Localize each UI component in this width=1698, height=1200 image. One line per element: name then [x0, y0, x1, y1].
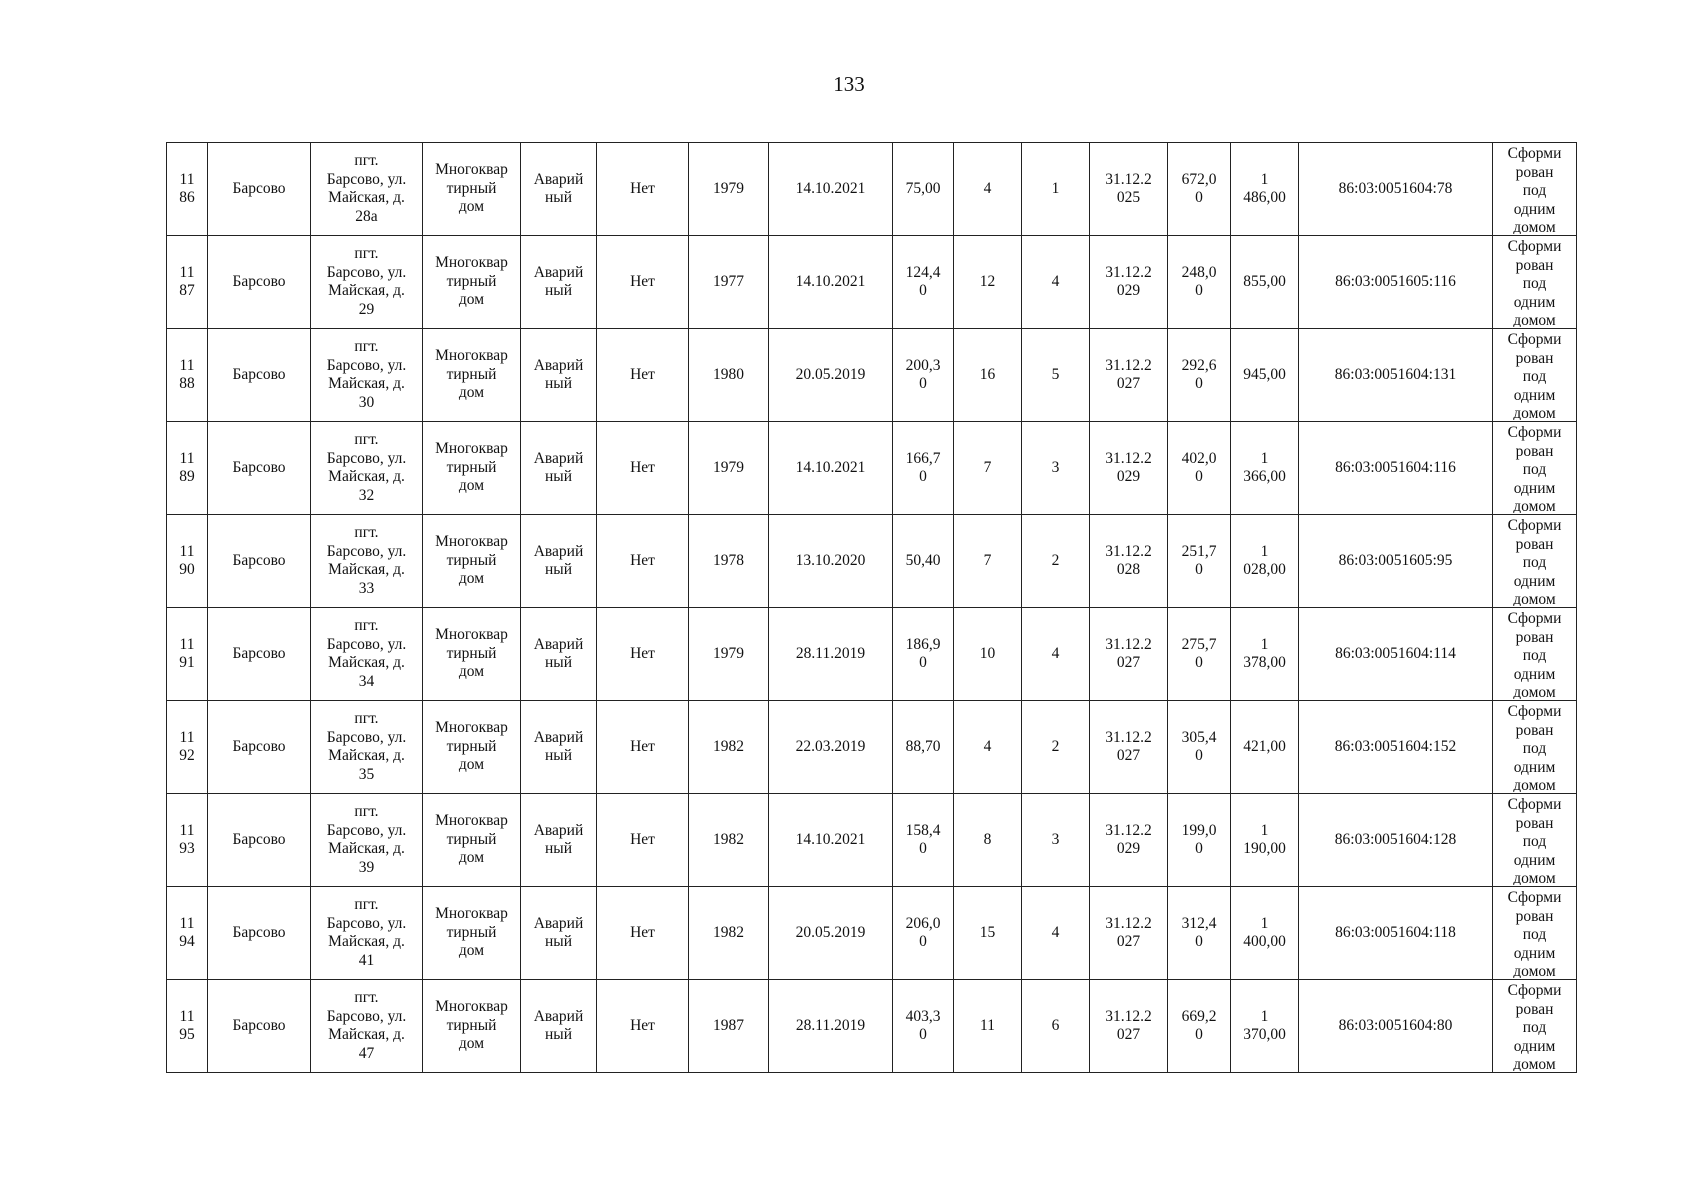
page-number: 133 [833, 72, 865, 96]
condition-status-cell: Аварий ный [521, 515, 597, 608]
land-area-cell: 669,2 0 [1168, 980, 1231, 1073]
plot-formation-text: Сформи рован под одним домом [1507, 796, 1562, 885]
build-year-cell: 1982 [689, 701, 769, 794]
plot-formation-text: Сформи рован под одним домом [1507, 424, 1562, 513]
residents-count-cell: 10 [954, 608, 1022, 701]
plot-area-cell: 1 028,00 [1231, 515, 1299, 608]
plot-formation-text: Сформи рован под одним домом [1507, 610, 1562, 699]
plot-formation-cell [1493, 887, 1577, 980]
resettlement-deadline-cell: 31.12.2 029 [1090, 794, 1168, 887]
condition-status-cell: Аварий ный [521, 794, 597, 887]
recognition-date-cell: 20.05.2019 [769, 329, 893, 422]
flag-cell: Нет [597, 794, 689, 887]
plot-formation-cell [1493, 794, 1577, 887]
settlement-cell: Барсово [208, 236, 311, 329]
apartments-count-cell: 4 [1022, 887, 1090, 980]
table-row [167, 608, 1577, 701]
area-cell: 124,4 0 [893, 236, 954, 329]
row-number-cell: 11 87 [167, 236, 208, 329]
address-cell: пгт. Барсово, ул. Майская, д. 47 [311, 980, 423, 1073]
address-cell: пгт. Барсово, ул. Майская, д. 29 [311, 236, 423, 329]
area-cell: 403,3 0 [893, 980, 954, 1073]
apartments-count-cell: 6 [1022, 980, 1090, 1073]
cadastral-number-cell: 86:03:0051604:118 [1299, 887, 1493, 980]
row-number-cell: 11 95 [167, 980, 208, 1073]
address-cell: пгт. Барсово, ул. Майская, д. 35 [311, 701, 423, 794]
condition-status-cell: Аварий ный [521, 608, 597, 701]
plot-area-cell: 1 190,00 [1231, 794, 1299, 887]
flag-cell: Нет [597, 329, 689, 422]
resettlement-deadline-cell: 31.12.2 029 [1090, 422, 1168, 515]
cadastral-number-cell: 86:03:0051604:78 [1299, 143, 1493, 236]
building-type-cell: Многоквар тирный дом [423, 701, 521, 794]
build-year-cell: 1979 [689, 608, 769, 701]
flag-cell: Нет [597, 980, 689, 1073]
residents-count-cell: 7 [954, 422, 1022, 515]
cadastral-number-cell: 86:03:0051604:128 [1299, 794, 1493, 887]
settlement-cell: Барсово [208, 515, 311, 608]
table-row [167, 143, 1577, 236]
housing-register-table [166, 142, 1577, 1073]
condition-status-cell: Аварий ный [521, 701, 597, 794]
land-area-cell: 672,0 0 [1168, 143, 1231, 236]
address-cell: пгт. Барсово, ул. Майская, д. 41 [311, 887, 423, 980]
table-row [167, 515, 1577, 608]
settlement-cell: Барсово [208, 887, 311, 980]
area-cell: 88,70 [893, 701, 954, 794]
plot-area-cell: 945,00 [1231, 329, 1299, 422]
area-cell: 200,3 0 [893, 329, 954, 422]
resettlement-deadline-cell: 31.12.2 027 [1090, 608, 1168, 701]
condition-status-cell: Аварий ный [521, 887, 597, 980]
table-row [167, 236, 1577, 329]
area-cell: 50,40 [893, 515, 954, 608]
resettlement-deadline-cell: 31.12.2 028 [1090, 515, 1168, 608]
residents-count-cell: 11 [954, 980, 1022, 1073]
residents-count-cell: 12 [954, 236, 1022, 329]
plot-formation-cell [1493, 422, 1577, 515]
cadastral-number-cell: 86:03:0051604:114 [1299, 608, 1493, 701]
building-type-cell: Многоквар тирный дом [423, 329, 521, 422]
condition-status-cell: Аварий ный [521, 980, 597, 1073]
settlement-cell: Барсово [208, 329, 311, 422]
flag-cell: Нет [597, 887, 689, 980]
plot-formation-text: Сформи рован под одним домом [1507, 703, 1562, 792]
row-number-cell: 11 88 [167, 329, 208, 422]
table-row [167, 701, 1577, 794]
resettlement-deadline-cell: 31.12.2 025 [1090, 143, 1168, 236]
plot-formation-text: Сформи рован под одним домом [1507, 982, 1562, 1071]
cadastral-number-cell: 86:03:0051604:152 [1299, 701, 1493, 794]
build-year-cell: 1979 [689, 143, 769, 236]
apartments-count-cell: 5 [1022, 329, 1090, 422]
settlement-cell: Барсово [208, 980, 311, 1073]
plot-area-cell: 1 370,00 [1231, 980, 1299, 1073]
apartments-count-cell: 2 [1022, 701, 1090, 794]
build-year-cell: 1987 [689, 980, 769, 1073]
plot-area-cell: 1 400,00 [1231, 887, 1299, 980]
cadastral-number-cell: 86:03:0051604:80 [1299, 980, 1493, 1073]
building-type-cell: Многоквар тирный дом [423, 887, 521, 980]
residents-count-cell: 7 [954, 515, 1022, 608]
flag-cell: Нет [597, 701, 689, 794]
settlement-cell: Барсово [208, 608, 311, 701]
build-year-cell: 1980 [689, 329, 769, 422]
recognition-date-cell: 14.10.2021 [769, 422, 893, 515]
plot-formation-cell [1493, 515, 1577, 608]
row-number-cell: 11 90 [167, 515, 208, 608]
recognition-date-cell: 20.05.2019 [769, 887, 893, 980]
resettlement-deadline-cell: 31.12.2 027 [1090, 701, 1168, 794]
address-cell: пгт. Барсово, ул. Майская, д. 30 [311, 329, 423, 422]
area-cell: 186,9 0 [893, 608, 954, 701]
plot-formation-text: Сформи рован под одним домом [1507, 331, 1562, 420]
build-year-cell: 1978 [689, 515, 769, 608]
land-area-cell: 312,4 0 [1168, 887, 1231, 980]
plot-formation-cell [1493, 980, 1577, 1073]
build-year-cell: 1982 [689, 794, 769, 887]
recognition-date-cell: 14.10.2021 [769, 143, 893, 236]
residents-count-cell: 8 [954, 794, 1022, 887]
plot-area-cell: 421,00 [1231, 701, 1299, 794]
recognition-date-cell: 28.11.2019 [769, 608, 893, 701]
building-type-cell: Многоквар тирный дом [423, 515, 521, 608]
plot-formation-cell [1493, 236, 1577, 329]
address-cell: пгт. Барсово, ул. Майская, д. 32 [311, 422, 423, 515]
row-number-cell: 11 92 [167, 701, 208, 794]
plot-formation-text: Сформи рован под одним домом [1507, 889, 1562, 978]
apartments-count-cell: 3 [1022, 794, 1090, 887]
flag-cell: Нет [597, 236, 689, 329]
plot-area-cell: 1 366,00 [1231, 422, 1299, 515]
plot-formation-cell [1493, 329, 1577, 422]
row-number-cell: 11 94 [167, 887, 208, 980]
flag-cell: Нет [597, 422, 689, 515]
plot-formation-text: Сформи рован под одним домом [1507, 145, 1562, 234]
table-row [167, 422, 1577, 515]
resettlement-deadline-cell: 31.12.2 027 [1090, 887, 1168, 980]
building-type-cell: Многоквар тирный дом [423, 236, 521, 329]
apartments-count-cell: 4 [1022, 608, 1090, 701]
building-type-cell: Многоквар тирный дом [423, 980, 521, 1073]
row-number-cell: 11 86 [167, 143, 208, 236]
table-row [167, 887, 1577, 980]
build-year-cell: 1982 [689, 887, 769, 980]
flag-cell: Нет [597, 515, 689, 608]
building-type-cell: Многоквар тирный дом [423, 794, 521, 887]
land-area-cell: 275,7 0 [1168, 608, 1231, 701]
row-number-cell: 11 91 [167, 608, 208, 701]
table-row [167, 794, 1577, 887]
area-cell: 206,0 0 [893, 887, 954, 980]
residents-count-cell: 4 [954, 701, 1022, 794]
address-cell: пгт. Барсово, ул. Майская, д. 34 [311, 608, 423, 701]
building-type-cell: Многоквар тирный дом [423, 422, 521, 515]
register-body [167, 143, 1577, 1073]
address-cell: пгт. Барсово, ул. Майская, д. 28а [311, 143, 423, 236]
settlement-cell: Барсово [208, 143, 311, 236]
area-cell: 158,4 0 [893, 794, 954, 887]
condition-status-cell: Аварий ный [521, 143, 597, 236]
plot-area-cell: 1 486,00 [1231, 143, 1299, 236]
row-number-cell: 11 93 [167, 794, 208, 887]
address-cell: пгт. Барсово, ул. Майская, д. 39 [311, 794, 423, 887]
cadastral-number-cell: 86:03:0051605:116 [1299, 236, 1493, 329]
build-year-cell: 1979 [689, 422, 769, 515]
plot-formation-text: Сформи рован под одним домом [1507, 517, 1562, 606]
land-area-cell: 292,6 0 [1168, 329, 1231, 422]
recognition-date-cell: 14.10.2021 [769, 236, 893, 329]
flag-cell: Нет [597, 143, 689, 236]
apartments-count-cell: 2 [1022, 515, 1090, 608]
plot-formation-cell [1493, 608, 1577, 701]
condition-status-cell: Аварий ный [521, 329, 597, 422]
plot-formation-cell [1493, 701, 1577, 794]
resettlement-deadline-cell: 31.12.2 029 [1090, 236, 1168, 329]
building-type-cell: Многоквар тирный дом [423, 608, 521, 701]
settlement-cell: Барсово [208, 794, 311, 887]
build-year-cell: 1977 [689, 236, 769, 329]
row-number-cell: 11 89 [167, 422, 208, 515]
land-area-cell: 251,7 0 [1168, 515, 1231, 608]
recognition-date-cell: 14.10.2021 [769, 794, 893, 887]
recognition-date-cell: 22.03.2019 [769, 701, 893, 794]
apartments-count-cell: 1 [1022, 143, 1090, 236]
resettlement-deadline-cell: 31.12.2 027 [1090, 980, 1168, 1073]
apartments-count-cell: 4 [1022, 236, 1090, 329]
plot-area-cell: 1 378,00 [1231, 608, 1299, 701]
cadastral-number-cell: 86:03:0051604:131 [1299, 329, 1493, 422]
resettlement-deadline-cell: 31.12.2 027 [1090, 329, 1168, 422]
building-type-cell: Многоквар тирный дом [423, 143, 521, 236]
area-cell: 166,7 0 [893, 422, 954, 515]
residents-count-cell: 16 [954, 329, 1022, 422]
land-area-cell: 402,0 0 [1168, 422, 1231, 515]
table-row [167, 329, 1577, 422]
area-cell: 75,00 [893, 143, 954, 236]
apartments-count-cell: 3 [1022, 422, 1090, 515]
land-area-cell: 248,0 0 [1168, 236, 1231, 329]
cadastral-number-cell: 86:03:0051604:116 [1299, 422, 1493, 515]
land-area-cell: 199,0 0 [1168, 794, 1231, 887]
address-cell: пгт. Барсово, ул. Майская, д. 33 [311, 515, 423, 608]
flag-cell: Нет [597, 608, 689, 701]
residents-count-cell: 15 [954, 887, 1022, 980]
settlement-cell: Барсово [208, 422, 311, 515]
land-area-cell: 305,4 0 [1168, 701, 1231, 794]
residents-count-cell: 4 [954, 143, 1022, 236]
plot-area-cell: 855,00 [1231, 236, 1299, 329]
recognition-date-cell: 28.11.2019 [769, 980, 893, 1073]
plot-formation-text: Сформи рован под одним домом [1507, 238, 1562, 327]
table-row [167, 980, 1577, 1073]
recognition-date-cell: 13.10.2020 [769, 515, 893, 608]
plot-formation-cell [1493, 143, 1577, 236]
cadastral-number-cell: 86:03:0051605:95 [1299, 515, 1493, 608]
condition-status-cell: Аварий ный [521, 236, 597, 329]
settlement-cell: Барсово [208, 701, 311, 794]
condition-status-cell: Аварий ный [521, 422, 597, 515]
